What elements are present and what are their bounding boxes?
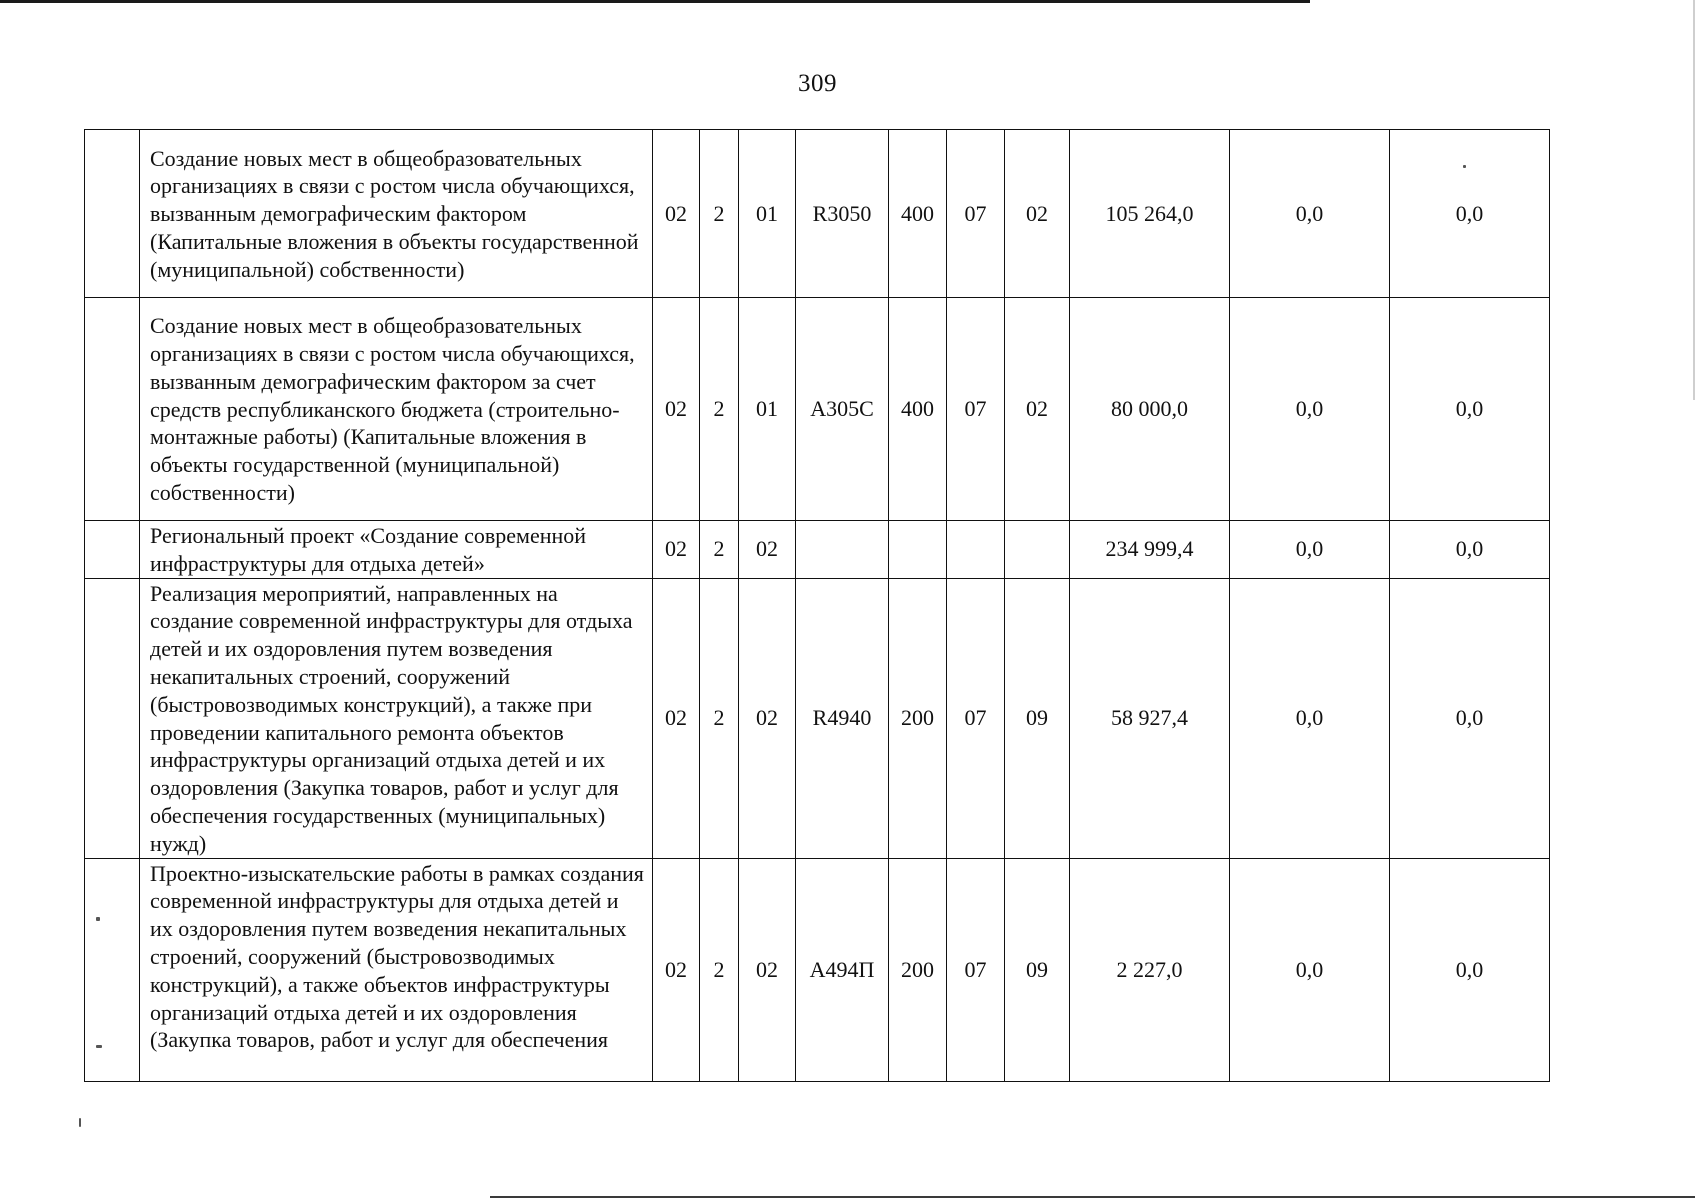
code-division-cell: 07 [947,298,1005,521]
amount-year3-cell: 0,0 [1390,521,1550,579]
code-event-cell: 02 [739,578,796,858]
code-section-cell: 02 [653,130,700,298]
table-row [85,298,1550,521]
amount-year3-cell: 0,0 [1390,858,1550,1081]
amount-year3-cell: 0,0 [1390,130,1550,298]
code-direction-cell: R4940 [796,578,889,858]
code-event-cell: 01 [739,298,796,521]
scan-speck [96,917,100,921]
code-expense-type-cell: 200 [889,858,947,1081]
item-name-cell [140,858,653,1081]
code-expense-type-cell: 200 [889,578,947,858]
scan-speck [1463,165,1466,168]
code-subprogram-cell: 2 [700,521,739,579]
row-number-cell [85,298,140,521]
code-subprogram-cell: 2 [700,130,739,298]
code-division-cell: 07 [947,578,1005,858]
code-division-cell [947,521,1005,579]
row-number-cell [85,578,140,858]
code-section-cell: 02 [653,858,700,1081]
scan-top-edge-line [0,0,1310,3]
code-event-cell: 02 [739,521,796,579]
code-section-cell: 02 [653,578,700,858]
amount-year2-cell: 0,0 [1230,858,1390,1081]
item-name-text: Проектно-изыскательские работы в рамках создания современной инфраструктуры для отдыха детей и их оздоровления путем возведения некапитальных строений, сооружений (быстровозводимых конструкций), а также объектов инфраструктуры организаций отдыха детей и их оздоровления (Закупка товаров, работ и услуг для обеспечения [150,860,644,1053]
scan-bottom-edge-line [490,1196,1695,1198]
code-subdivision-cell: 02 [1005,130,1070,298]
row-number-cell [85,130,140,298]
code-event-cell: 01 [739,130,796,298]
amount-year1-cell: 80 000,0 [1070,298,1230,521]
code-event-cell: 02 [739,858,796,1081]
code-subprogram-cell: 2 [700,298,739,521]
table-row [85,130,1550,298]
item-name-cell: Создание новых мест в общеобразовательных организациях в связи с ростом числа обучающихся, вызванным демографическим фактором за счет средств республиканского бюджета (строительно-монтажные работы) (Капитальные вложения в объекты государственной (муниципальной) собственности) [140,298,653,521]
code-expense-type-cell: 400 [889,298,947,521]
item-name-cell: Региональный проект «Создание современной инфраструктуры для отдыха детей» [140,521,653,579]
page-number: 309 [798,70,837,97]
code-direction-cell: А494П [796,858,889,1081]
row-number-cell [85,521,140,579]
scan-speck [96,1045,102,1048]
code-division-cell: 07 [947,130,1005,298]
amount-year2-cell: 0,0 [1230,521,1390,579]
item-name-cell: Реализация мероприятий, направленных на создание современной инфраструктуры для отдыха детей и их оздоровления путем возведения некапитальных строений, сооружений (быстровозводимых конструкций), а также при проведении капитального ремонта объектов инфраструктуры организаций отдыха детей и их оздоровления (Закупка товаров, работ и услуг для обеспечения государственных (муниципальных) нужд) [140,578,653,858]
code-subdivision-cell: 02 [1005,298,1070,521]
code-direction-cell: R3050 [796,130,889,298]
amount-year3-cell: 0,0 [1390,298,1550,521]
code-subdivision-cell [1005,521,1070,579]
code-direction-cell: А305С [796,298,889,521]
code-expense-type-cell [889,521,947,579]
code-section-cell: 02 [653,521,700,579]
code-subprogram-cell: 2 [700,858,739,1081]
amount-year1-cell: 2 227,0 [1070,858,1230,1081]
table-row [85,578,1550,858]
code-subprogram-cell: 2 [700,578,739,858]
amount-year2-cell: 0,0 [1230,298,1390,521]
scan-speck [79,1118,81,1127]
code-section-cell: 02 [653,298,700,521]
code-subdivision-cell: 09 [1005,858,1070,1081]
code-direction-cell [796,521,889,579]
amount-year3-cell: 0,0 [1390,578,1550,858]
budget-table [84,129,1550,1082]
amount-year2-cell: 0,0 [1230,578,1390,858]
amount-year1-cell: 234 999,4 [1070,521,1230,579]
code-division-cell: 07 [947,858,1005,1081]
item-name-cell: Создание новых мест в общеобразовательных организациях в связи с ростом числа обучающихся, вызванным демографическим фактором (Капитальные вложения в объекты государственной (муниципальной) собственности) [140,130,653,298]
code-expense-type-cell: 400 [889,130,947,298]
code-subdivision-cell: 09 [1005,578,1070,858]
table-row [85,521,1550,579]
table-row [85,858,1550,1081]
amount-year1-cell: 105 264,0 [1070,130,1230,298]
amount-year1-cell: 58 927,4 [1070,578,1230,858]
row-number-cell [85,858,140,1081]
amount-year2-cell: 0,0 [1230,130,1390,298]
